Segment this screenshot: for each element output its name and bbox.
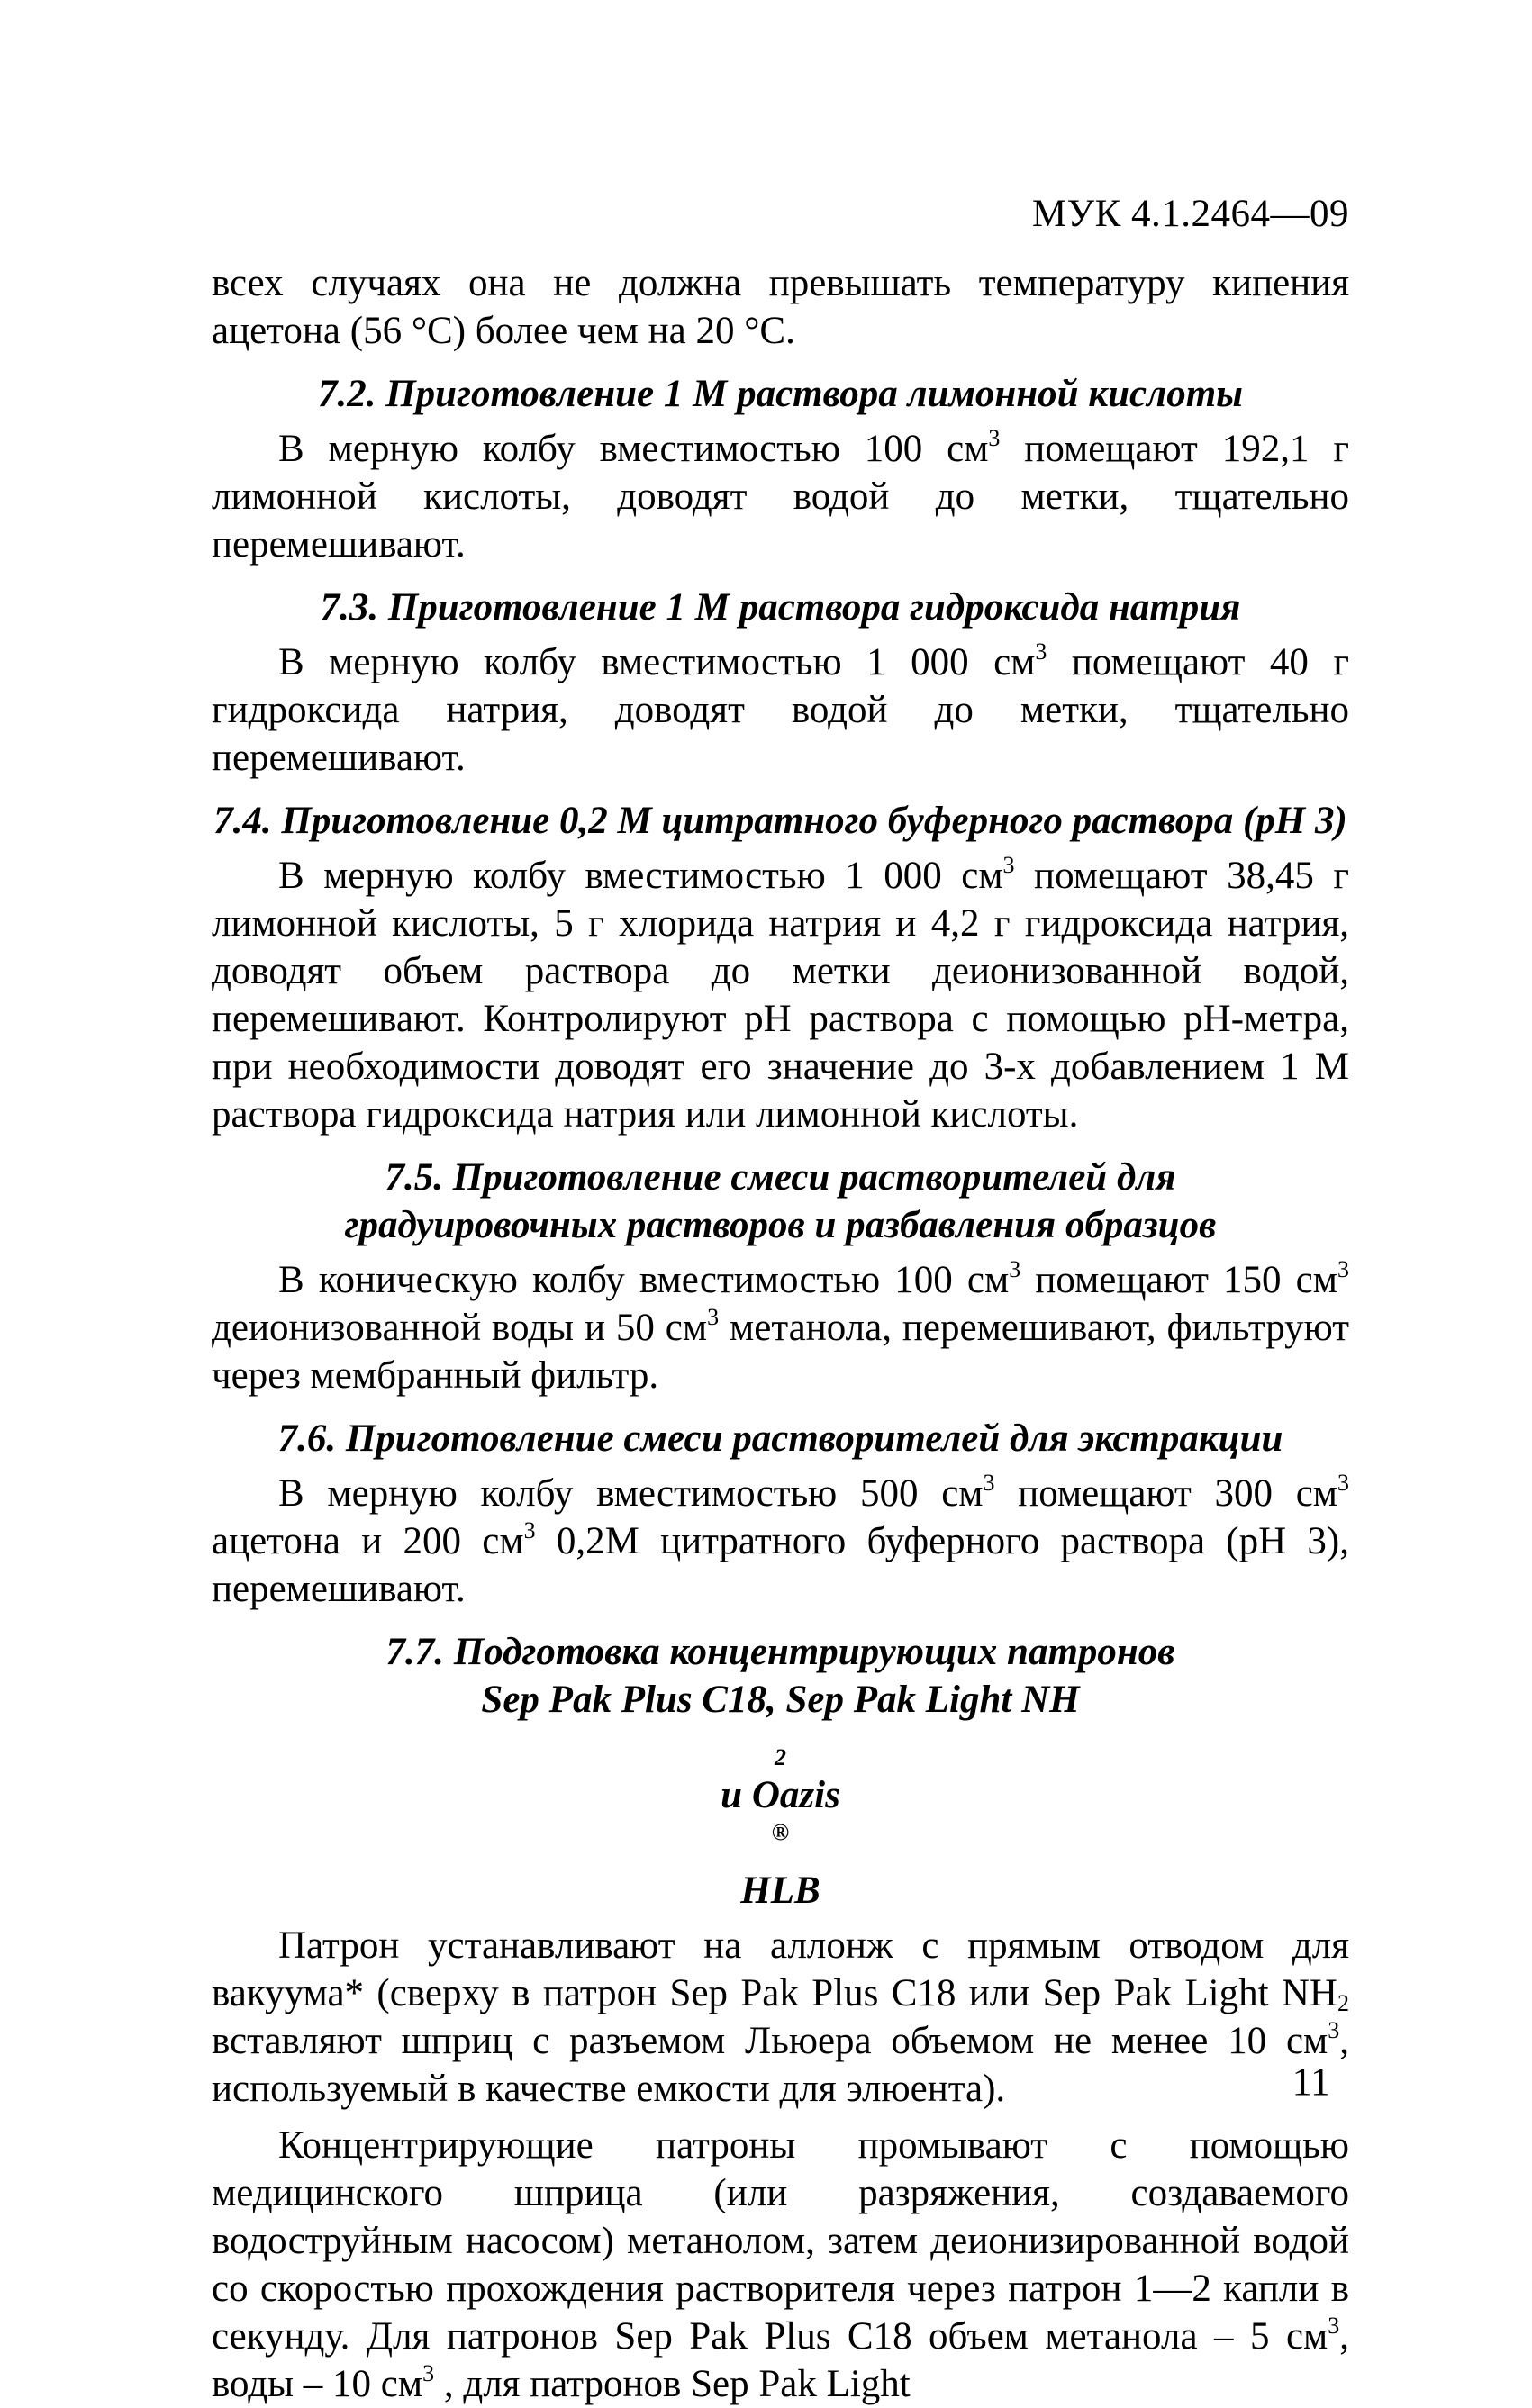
section-7-6-paragraph: В мерную колбу вместимостью 500 $см^3$ помещают 300 $см^3$ ацетона и 200 $см^3$ 0,2М цитратного буферного раствора (рН 3), перемешивают. [212, 1470, 1350, 1610]
section-7-6-title: 7.6. Приготовление смеси растворителей для экстракции [277, 1417, 1283, 1460]
section-7-3-paragraph: В мерную колбу вместимостью 1 000 $см^3$ помещают 40 г гидроксида натрия, доводят водой до метки, тщательно перемешивают. [212, 638, 1349, 779]
section-7-2-title: 7.2. Приготовление 1 М раствора лимонной кислоты [317, 373, 1243, 415]
section-7-7-title: 7.7. Подготовка концентрирующих патронов Sep Pak Plus C18, Sep Pak Light NH $_2$ и Oazis ® HLB [385, 1631, 1175, 1912]
page-number: 11 [1292, 2059, 1330, 2104]
section-7-4-title: 7.4. Приготовление 0,2 М цитратного буферного раствора (рН 3) [213, 800, 1347, 842]
section-7-3-title: 7.3. Приготовление 1 М раствора гидроксида натрия [320, 586, 1241, 629]
intro-paragraph: всех случаях она не должна превышать температуру кипения ацетона (56 °С) более чем на 20 °С. [212, 262, 1349, 352]
section-7-7-paragraph-1: Патрон устанавливают на аллонж с прямым отводом для вакуума* (сверху в патрон Sep Pak Plus C18 или Sep Pak Light $NH_2$ вставляют шприц с разъемом Льюера объемом не менее 10 $см^3$, используемый в качестве емкости для элюента). [212, 1924, 1349, 2110]
document-code: МУК 4.1.2464—09 [1031, 193, 1349, 235]
section-7-5-title: 7.5. Приготовление смеси растворителей для градуировочных растворов и разбавления образцов [344, 1156, 1217, 1246]
section-7-4-paragraph: В мерную колбу вместимостью 1 000 $см^3$ помещают 38,45 г лимонной кислоты, 5 г хлорида натрия и 4,2 г гидроксида натрия, доводят объем раствора до метки деионизованной водой, перемешивают. Контролируют рН раствора с помощью рН-метра, при необходимости доводят его значение до 3-х добавлением 1 М раствора гидроксида натрия или лимонной кислоты. [212, 852, 1350, 1136]
section-7-5-paragraph: В коническую колбу вместимостью 100 $см^3$ помещают 150 $см^3$ деионизованной воды и 50 $см^3$ метанола, перемешивают, фильтруют через мембранный фильтр. [212, 1256, 1349, 1397]
page-content [212, 259, 1349, 2408]
section-7-7-paragraph-2: Концентрирующие патроны промывают с помощью медицинского шприца (или разряжения, создаваемого водоструйным насосом) метанолом, затем деионизированной водой со скоростью прохождения растворителя через патрон 1—2 капли в секунду. Для патронов Sep Pak Plus C18 объем метанола – 5 $см^3$, воды – 10 $см^3$ , для патронов Sep Pak Light [212, 2124, 1349, 2405]
section-7-2-paragraph: В мерную колбу вместимостью 100 $см^3$ помещают 192,1 г лимонной кислоты, доводят водой до метки, тщательно перемешивают. [212, 425, 1350, 566]
